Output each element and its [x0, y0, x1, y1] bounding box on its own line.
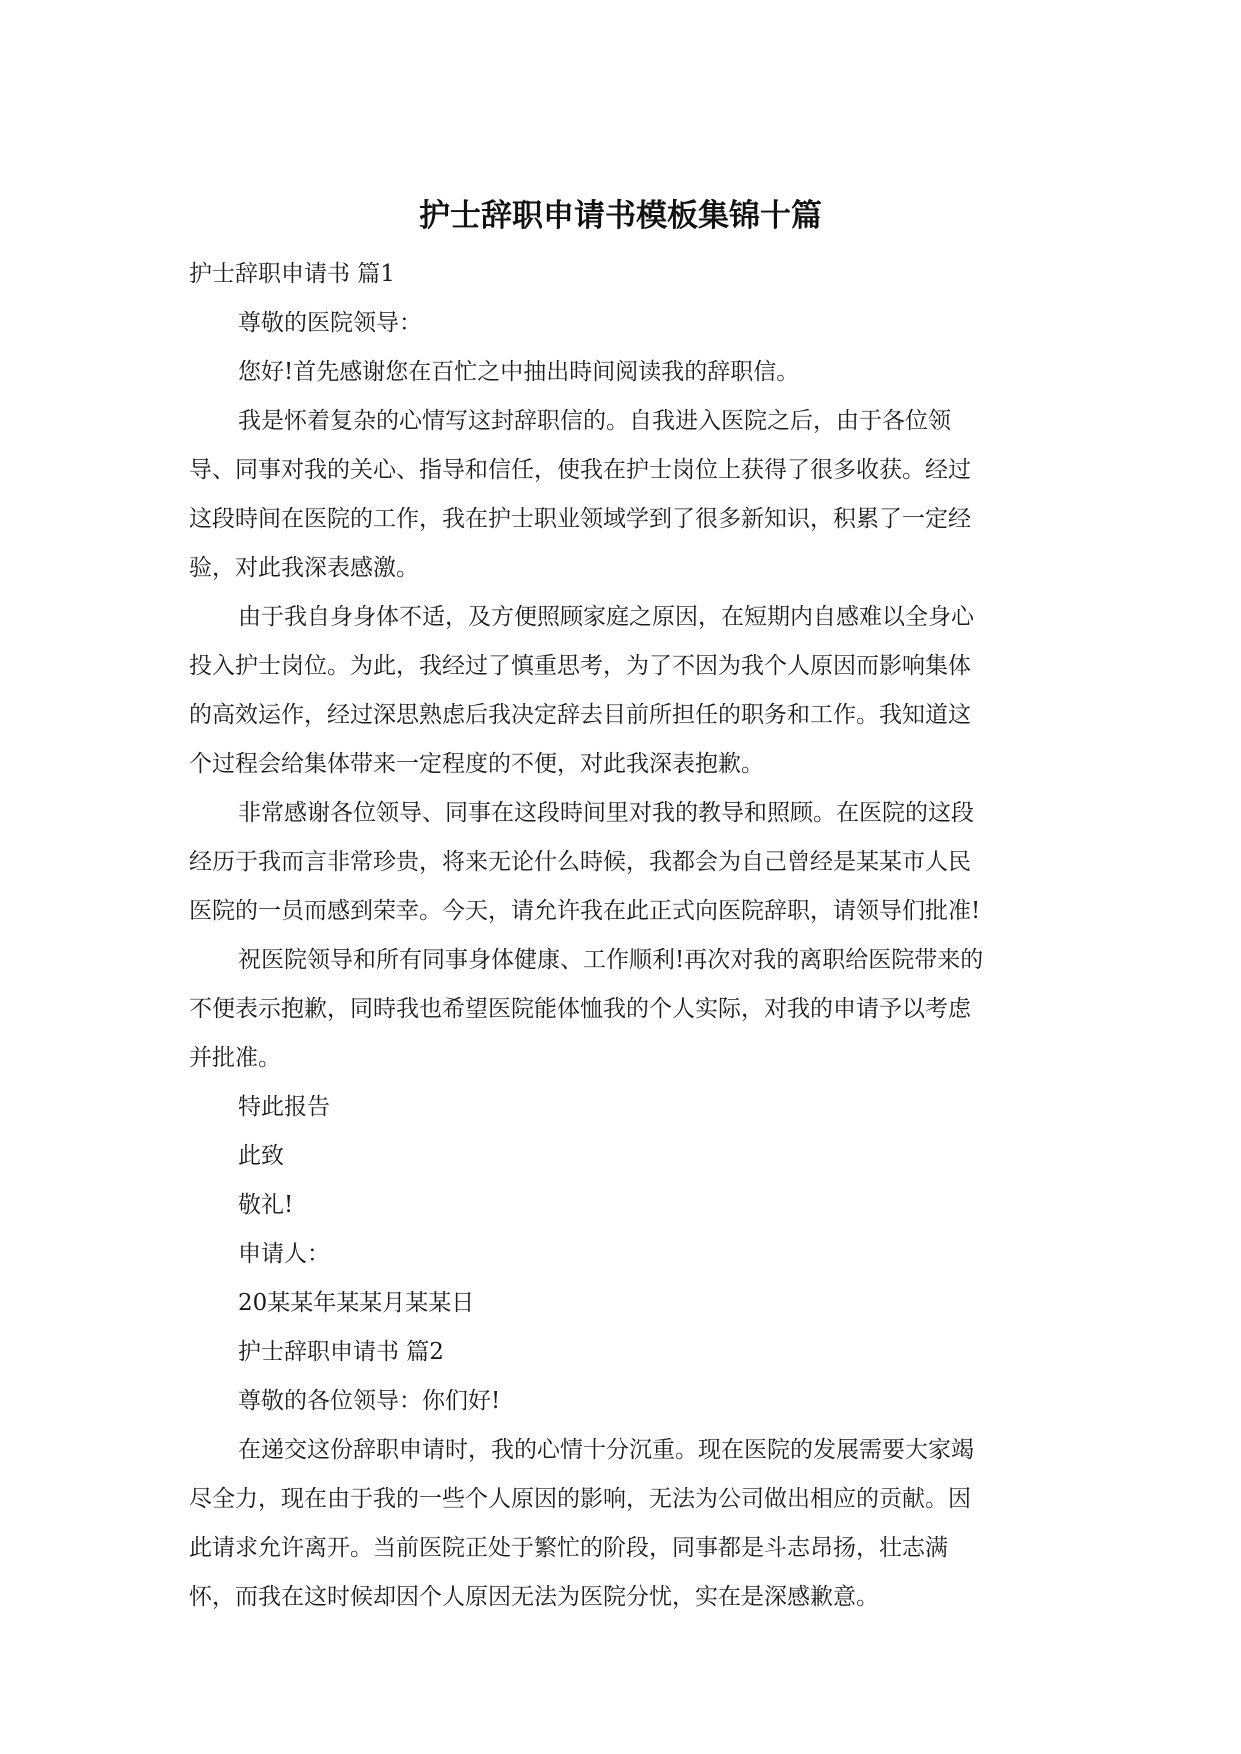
- text-line: 在递交这份辞职申请时，我的心情十分沉重。现在医院的发展需要大家竭: [238, 1437, 974, 1463]
- text-line: 祝医院领导和所有同事身体健康、工作顺利!再次对我的离职给医院带来的: [238, 947, 984, 973]
- text-line: 特此报告: [238, 1094, 330, 1120]
- text-line: 尽全力，现在由于我的一些个人原因的影响，无法为公司做出相应的贡献。因: [189, 1486, 971, 1512]
- text-line: 我是怀着复杂的心情写这封辞职信的。自我进入医院之后，由于各位领: [238, 408, 951, 434]
- text-line: 尊敬的各位领导：你们好!: [238, 1388, 501, 1414]
- text-line: 20某某年某某月某某日: [238, 1290, 475, 1316]
- text-line: 由于我自身身体不适，及方便照顾家庭之原因，在短期内自感难以全身心: [238, 604, 974, 630]
- text-line: 这段時间在医院的工作，我在护士职业领域学到了很多新知识，积累了一定经: [189, 506, 971, 532]
- document-body: [189, 250, 1059, 1622]
- text-line: 并批准。: [189, 1045, 281, 1071]
- text-line: 敬礼!: [238, 1192, 294, 1218]
- text-line: 此致: [238, 1143, 284, 1169]
- text-line: 护士辞职申请书 篇2: [238, 1339, 444, 1365]
- text-line: 验，对此我深表感激。: [189, 555, 419, 581]
- text-line: 不便表示抱歉，同時我也希望医院能体恤我的个人实际，对我的申请予以考虑: [189, 996, 971, 1022]
- text-line: 非常感谢各位领导、同事在这段時间里对我的教导和照顾。在医院的这段: [238, 800, 974, 826]
- text-line: 经历于我而言非常珍贵，将来无论什么時候，我都会为自己曾经是某某市人民: [189, 849, 971, 875]
- text-line: 导、同事对我的关心、指导和信任，使我在护士岗位上获得了很多收获。经过: [189, 457, 971, 483]
- document-title: 护士辞职申请书模板集锦十篇: [419, 198, 822, 234]
- text-line: 您好!首先感谢您在百忙之中抽出時间阅读我的辞职信。: [238, 359, 800, 385]
- text-line: 个过程会给集体带来一定程度的不便，对此我深表抱歉。: [189, 751, 764, 777]
- text-line: 尊敬的医院领导：: [238, 310, 422, 336]
- text-line: 怀，而我在这时候却因个人原因无法为医院分忧，实在是深感歉意。: [189, 1584, 879, 1610]
- text-line: 的高效运作，经过深思熟虑后我决定辞去目前所担任的职务和工作。我知道这: [189, 702, 971, 728]
- text-line: 护士辞职申请书 篇1: [189, 261, 395, 287]
- text-line: 投入护士岗位。为此，我经过了慎重思考，为了不因为我个人原因而影响集体: [189, 653, 971, 679]
- text-line: 医院的一员而感到荣幸。今天，请允许我在此正式向医院辞职，请领导们批准!: [189, 898, 981, 924]
- text-line: 申请人：: [238, 1241, 330, 1267]
- text-line: 此请求允许离开。当前医院正处于繁忙的阶段，同事都是斗志昂扬，壮志满: [189, 1535, 948, 1561]
